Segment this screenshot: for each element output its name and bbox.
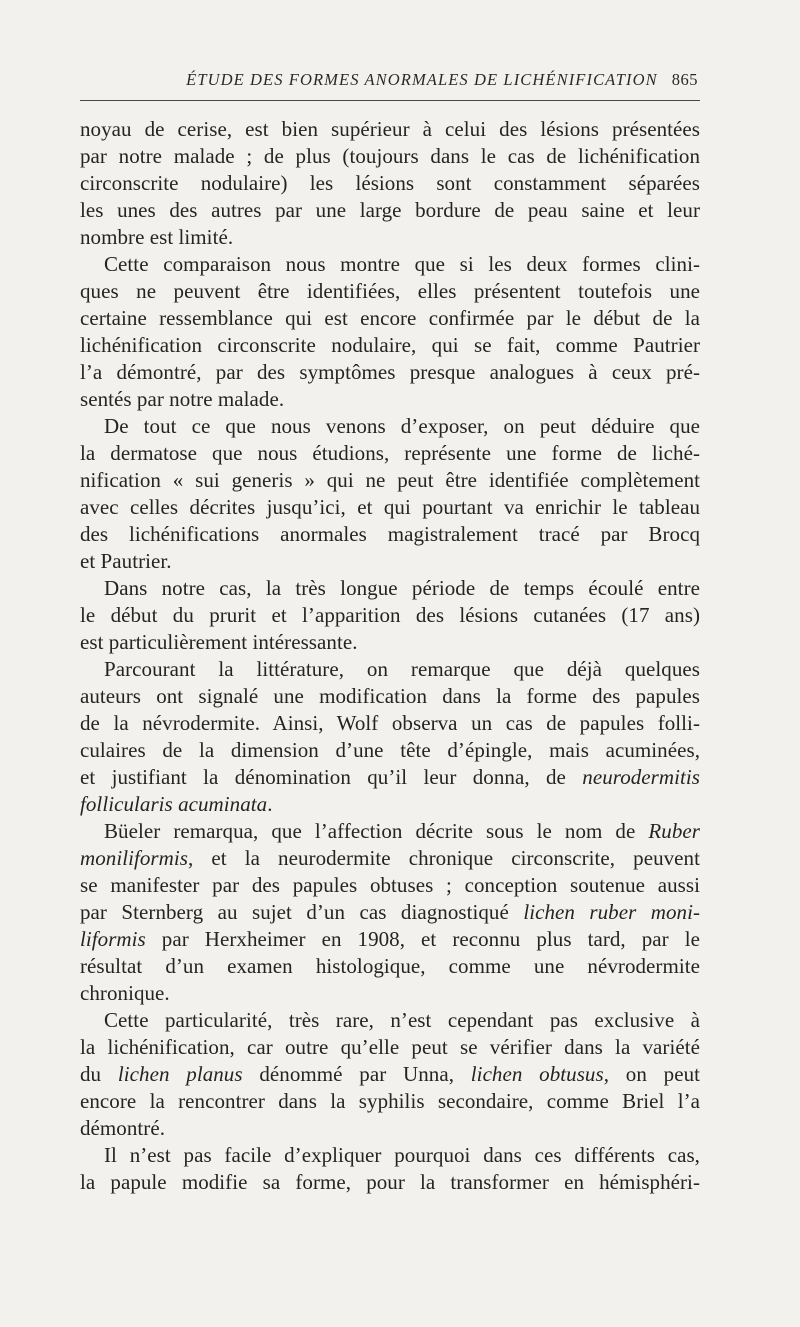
paragraph-3 bbox=[80, 413, 700, 575]
running-head bbox=[80, 70, 700, 96]
text-line: Cette comparaison nous montre que si les deux formes clini- bbox=[104, 252, 700, 276]
text-segment: par Sternberg au sujet d’un cas diagnostiqué bbox=[80, 900, 509, 924]
text-line: Cette particularité, très rare, n’est cependant pas exclusive à bbox=[104, 1008, 700, 1032]
text-line: la dermatose que nous étudions, représente une forme de liché- bbox=[80, 441, 700, 465]
text-segment: . bbox=[267, 792, 273, 816]
text-line: culaires de la dimension d’une tête d’épingle, mais acuminées, bbox=[80, 738, 700, 762]
text-line bbox=[80, 899, 700, 926]
text-line: chronique. bbox=[80, 981, 170, 1005]
text-segment: par Herxheimer en 1908, et reconnu plus tard, par le bbox=[161, 927, 700, 951]
text-line: circonscrite nodulaire) les lésions sont constamment séparées bbox=[80, 171, 700, 195]
text-line: par notre malade ; de plus (toujours dans le cas de lichénification bbox=[80, 144, 700, 168]
text-line: se manifester par des papules obtuses ; conception soutenue aussi bbox=[80, 873, 700, 897]
text-line: noyau de cerise, est bien supérieur à celui des lésions présentées bbox=[80, 117, 700, 141]
text-line bbox=[80, 791, 700, 818]
text-line: sentés par notre malade. bbox=[80, 387, 285, 411]
text-segment: , on peut bbox=[603, 1062, 701, 1086]
text-line bbox=[80, 845, 700, 872]
text-line: De tout ce que nous venons d’exposer, on peut déduire que bbox=[104, 414, 700, 438]
text-line: la papule modifie sa forme, pour la transformer en hémisphéri- bbox=[80, 1170, 700, 1194]
text-line: Parcourant la littérature, on remarque que déjà quelques bbox=[104, 657, 700, 681]
paragraph-8 bbox=[80, 1142, 700, 1196]
italic-term: moniliformis bbox=[80, 846, 188, 870]
text-line: le début du prurit et l’apparition des lésions cutanées (17 ans) bbox=[80, 603, 700, 627]
text-line bbox=[80, 818, 700, 845]
paragraph-4 bbox=[80, 575, 700, 656]
text-line: auteurs ont signalé une modification dans la forme des papules bbox=[80, 684, 700, 708]
italic-term: Ruber bbox=[648, 819, 700, 843]
text-line: résultat d’un examen histologique, comme une névrodermite bbox=[80, 954, 700, 978]
text-line bbox=[80, 1061, 700, 1088]
text-line: l’a démontré, par des symptômes presque analogues à ceux pré- bbox=[80, 360, 700, 384]
text-line: et Pautrier. bbox=[80, 549, 172, 573]
text-line: avec celles décrites jusqu’ici, et qui pourtant va enrichir le tableau bbox=[80, 495, 700, 519]
paragraph-1 bbox=[80, 116, 700, 251]
text-segment: dénommé par Unna, bbox=[259, 1062, 455, 1086]
text-line: est particulièrement intéressante. bbox=[80, 630, 358, 654]
text-line: Il n’est pas facile d’expliquer pourquoi dans ces différents cas, bbox=[104, 1143, 700, 1167]
text-line: certaine ressemblance qui est encore confirmée par le début de la bbox=[80, 306, 700, 330]
italic-term: neurodermitis bbox=[582, 765, 700, 789]
body-text bbox=[80, 116, 700, 1196]
text-segment: et justifiant la dénomination qu’il leur donna, de bbox=[80, 765, 566, 789]
page-number: 865 bbox=[671, 70, 698, 89]
text-line: de la névrodermite. Ainsi, Wolf observa un cas de papules folli- bbox=[80, 711, 700, 735]
header-rule bbox=[80, 100, 700, 101]
text-line: encore la rencontrer dans la syphilis secondaire, comme Briel l’a bbox=[80, 1089, 700, 1113]
text-line: les unes des autres par une large bordure de peau saine et leur bbox=[80, 198, 700, 222]
text-line: Dans notre cas, la très longue période de temps écoulé entre bbox=[104, 576, 700, 600]
italic-term: lichen ruber moni- bbox=[523, 900, 700, 924]
text-line: la lichénification, car outre qu’elle peut se vérifier dans la variété bbox=[80, 1035, 700, 1059]
italic-term: liformis bbox=[80, 927, 146, 951]
italic-term: lichen obtusus bbox=[470, 1062, 604, 1086]
text-segment: du bbox=[80, 1062, 102, 1086]
text-segment: Büeler remarqua, que l’affection décrite sous le nom de bbox=[104, 819, 636, 843]
paragraph-7 bbox=[80, 1007, 700, 1142]
italic-term: lichen planus bbox=[117, 1062, 243, 1086]
text-line bbox=[80, 764, 700, 791]
text-line: nombre est limité. bbox=[80, 225, 234, 249]
text-line: démontré. bbox=[80, 1116, 166, 1140]
text-line: nification « sui generis » qui ne peut être identifiée complètement bbox=[80, 468, 700, 492]
paragraph-5 bbox=[80, 656, 700, 818]
text-line bbox=[80, 926, 700, 953]
text-segment: , et la neurodermite chronique circonscrite, peuvent bbox=[187, 846, 700, 870]
paragraph-2 bbox=[80, 251, 700, 413]
text-line: des lichénifications anormales magistralement tracé par Brocq bbox=[80, 522, 700, 546]
text-line: ques ne peuvent être identifiées, elles présentent toutefois une bbox=[80, 279, 700, 303]
text-line: lichénification circonscrite nodulaire, qui se fait, comme Pautrier bbox=[80, 333, 700, 357]
italic-term: follicularis acuminata bbox=[80, 792, 268, 816]
book-page bbox=[80, 70, 700, 1196]
paragraph-6 bbox=[80, 818, 700, 1007]
running-title: ÉTUDE DES FORMES ANORMALES DE LICHÉNIFICATION bbox=[186, 70, 658, 89]
